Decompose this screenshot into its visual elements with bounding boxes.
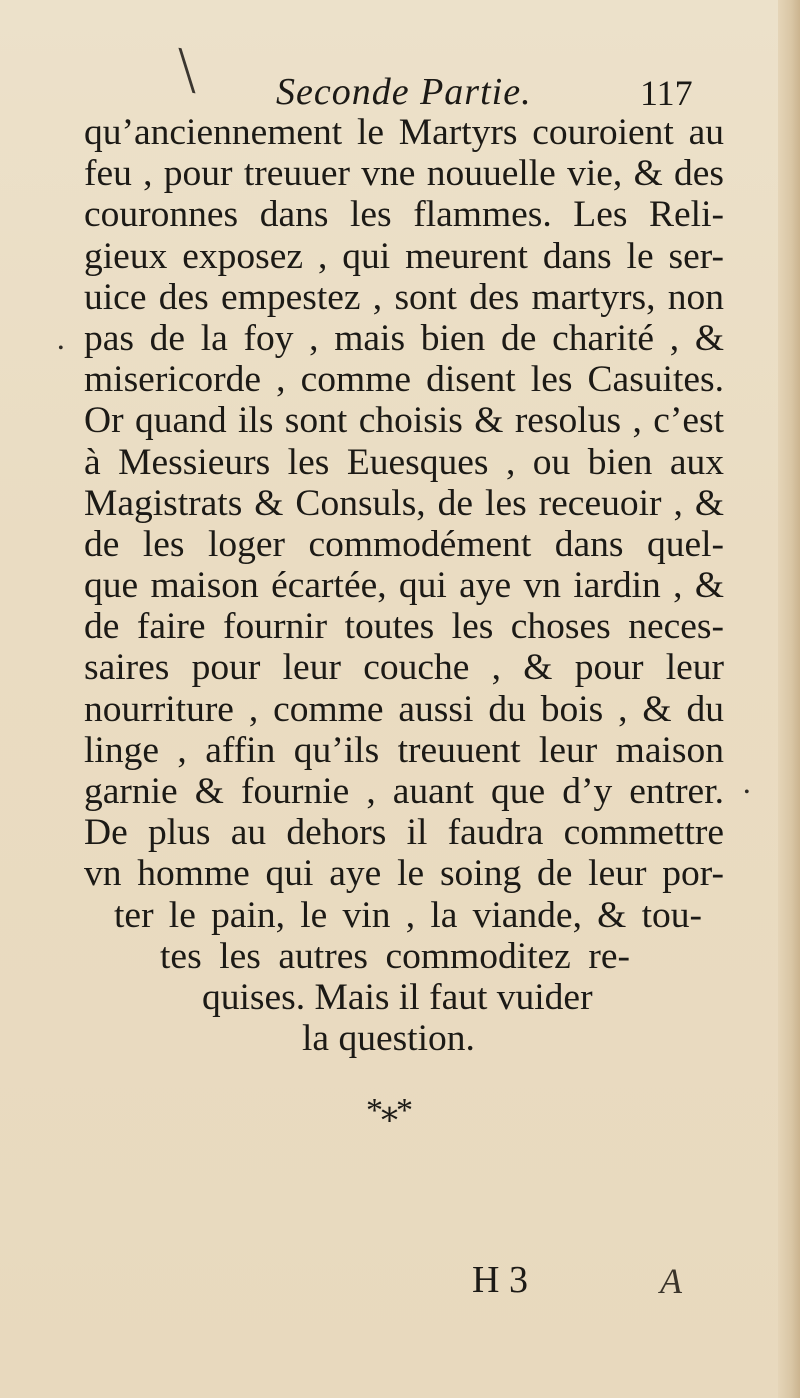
margin-ink-dot: • [744, 784, 750, 801]
text-line: gieux exposez , qui meurent dans le ser- [84, 235, 724, 277]
text-line: de les loger commodément dans quel- [84, 523, 724, 565]
text-line: De plus au dehors il faudra commettre [84, 812, 724, 854]
end-ornament: *⁎* [366, 1092, 411, 1129]
text-line: vn homme qui aye le soing de leur por- [84, 853, 724, 895]
text-line: saires pour leur couche , & pour leur [84, 647, 724, 689]
text-line: Magistrats & Consuls, de les receuoir , & [84, 482, 724, 524]
text-line: feu , pour treuuer vne nouuelle vie, & des [84, 153, 724, 195]
catchword: A [660, 1261, 682, 1301]
running-title: Seconde Partie. [276, 71, 532, 113]
text-line: que maison écartée, qui aye vn iardin , & [84, 565, 724, 607]
text-line: de faire fournir toutes les choses neces- [84, 606, 724, 648]
page-edge [778, 0, 800, 1398]
signature-mark: H 3 [472, 1259, 528, 1301]
text-line: pas de la foy , mais bien de charité , & [84, 317, 724, 359]
text-line: ter le pain, le vin , la viande, & tou- [114, 894, 702, 936]
text-line: couronnes dans les flammes. Les Reli- [84, 194, 724, 236]
text-line: la question. [302, 1018, 475, 1060]
body-text [84, 112, 724, 1059]
text-line: nourriture , comme aussi du bois , & du [84, 688, 724, 730]
page-number: 117 [640, 73, 693, 113]
text-line: linge , affin qu’ils treuuent leur maison [84, 729, 724, 771]
margin-ink-dot: • [58, 340, 64, 357]
text-line: uice des empestez , sont des martyrs, non [84, 276, 724, 318]
text-line: garnie & fournie , auant que d’y entrer. [84, 771, 724, 812]
text-line: misericorde , comme disent les Casuites. [84, 359, 724, 401]
margin-pen-mark: ╲ [172, 49, 201, 93]
text-line: quises. Mais il faut vuider [202, 976, 593, 1018]
text-line: qu’anciennement le Martyrs couroient au [84, 112, 724, 153]
text-line: tes les autres commoditez re- [160, 935, 630, 977]
text-line: à Messieurs les Euesques , ou bien aux [84, 441, 724, 483]
text-line: Or quand ils sont choisis & resolus , c’est [84, 400, 724, 442]
